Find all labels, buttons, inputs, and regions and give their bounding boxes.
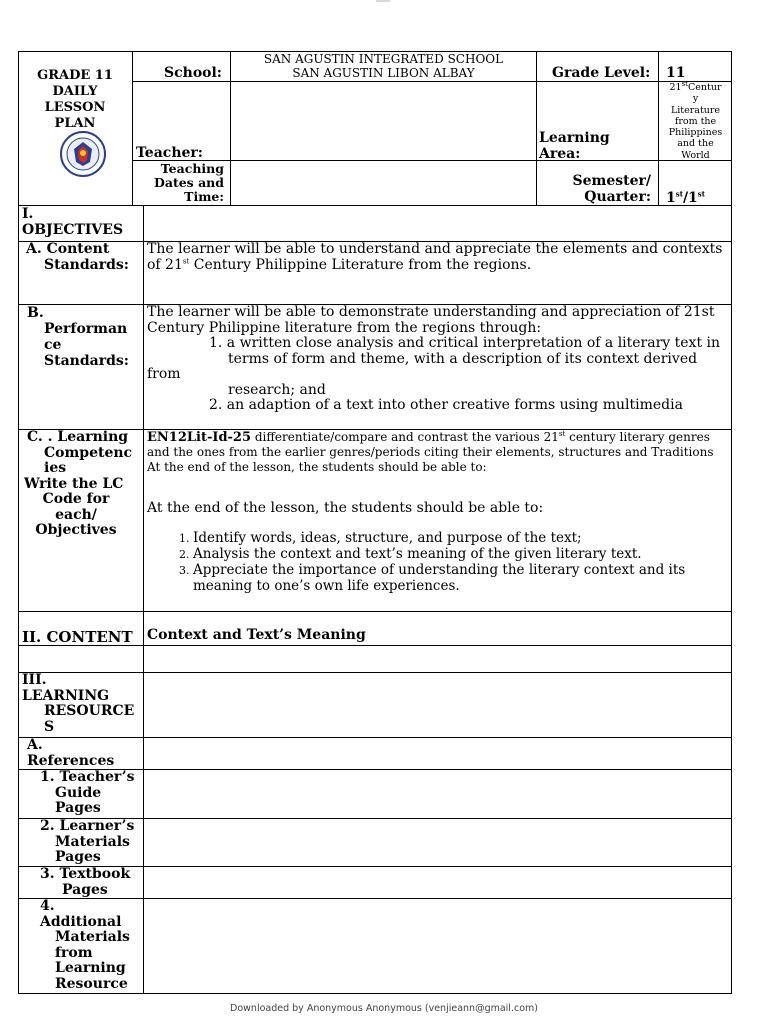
learning-area-value: 21stCentur y Literature from the Philippines and the World [668, 79, 723, 161]
deped-seal-logo [57, 130, 109, 178]
dates-label: Teaching Dates and Time: [154, 161, 224, 204]
learning-competencies-label: C. . Learning Competenc ies Write the LC Code for each/ Objectives [24, 429, 133, 538]
performance-standards-label: B. Performan ce Standards: [27, 305, 129, 369]
learner-materials-label: 2. Learner’s Materials Pages [40, 818, 135, 865]
objectives-heading: I. OBJECTIVES [22, 206, 124, 238]
learning-area-label: Learning Area: [539, 130, 610, 162]
objective-item: 2. Analysis the context and text’s meaning of the given literary text. [193, 546, 727, 562]
objectives-list [147, 530, 727, 594]
content-standards-label: A. Content Standards: [26, 241, 129, 273]
textbook-label: 3. Textbook Pages [40, 866, 131, 898]
learning-competency-text: EN12Lit-Id-25 differentiate/compare and contrast the various 21st century literary genres and the ones from the earlier genres/periods citing their elements, structures and Traditions At the end of the lesson, the students should be able to: [147, 430, 714, 474]
semester-label: Semester/ Quarter: [572, 173, 651, 205]
grade-level-value: 11 [666, 65, 686, 81]
school-name: SAN AGUSTIN INTEGRATED SCHOOL SAN AGUSTIN LIBON ALBAY [263, 52, 504, 80]
content-value: Context and Text’s Meaning [147, 627, 366, 643]
content-standards-text: The learner will be able to understand and appreciate the elements and contexts of 21st Century Philippine Literature from the regions. [147, 241, 723, 273]
additional-materials-label: 4. Additional Materials from Learning Resource [40, 898, 130, 992]
performance-standards-text: The learner will be able to demonstrate understanding and appreciation of 21st Century Philippine literature from the regions through: 1. a written close analysis and critical interpretation of a literary text in terms of form and theme, with a description of its context derived from research; and 2. an adaption of a text into other creative forms using multimedia [147, 304, 721, 413]
top-mark [376, 0, 390, 2]
semester-value: 1st/1st [666, 189, 705, 206]
learning-resources-heading: III. LEARNING RESOURCE S [22, 672, 135, 735]
references-label: A. References [27, 737, 115, 769]
objective-item: 3. Appreciate the importance of understanding the literary context and its meaning to one’s own life experiences. [193, 562, 727, 594]
end-of-lesson-intro: At the end of the lesson, the students should be able to: [147, 500, 544, 516]
lesson-plan-title: GRADE 11 DAILY LESSON PLAN [37, 68, 113, 131]
download-footer: Downloaded by Anonymous Anonymous (venjieann@gmail.com) [230, 1003, 538, 1014]
lc-code: EN12Lit-Id-25 [147, 430, 252, 445]
teacher-guide-label: 1. Teacher’s Guide Pages [40, 769, 135, 816]
teacher-label: Teacher: [136, 145, 203, 161]
school-label: School: [164, 65, 222, 81]
content-heading: II. CONTENT [22, 628, 133, 646]
grade-level-label: Grade Level: [552, 65, 651, 81]
objective-item: 1. Identify words, ideas, structure, and purpose of the text; [193, 530, 727, 546]
